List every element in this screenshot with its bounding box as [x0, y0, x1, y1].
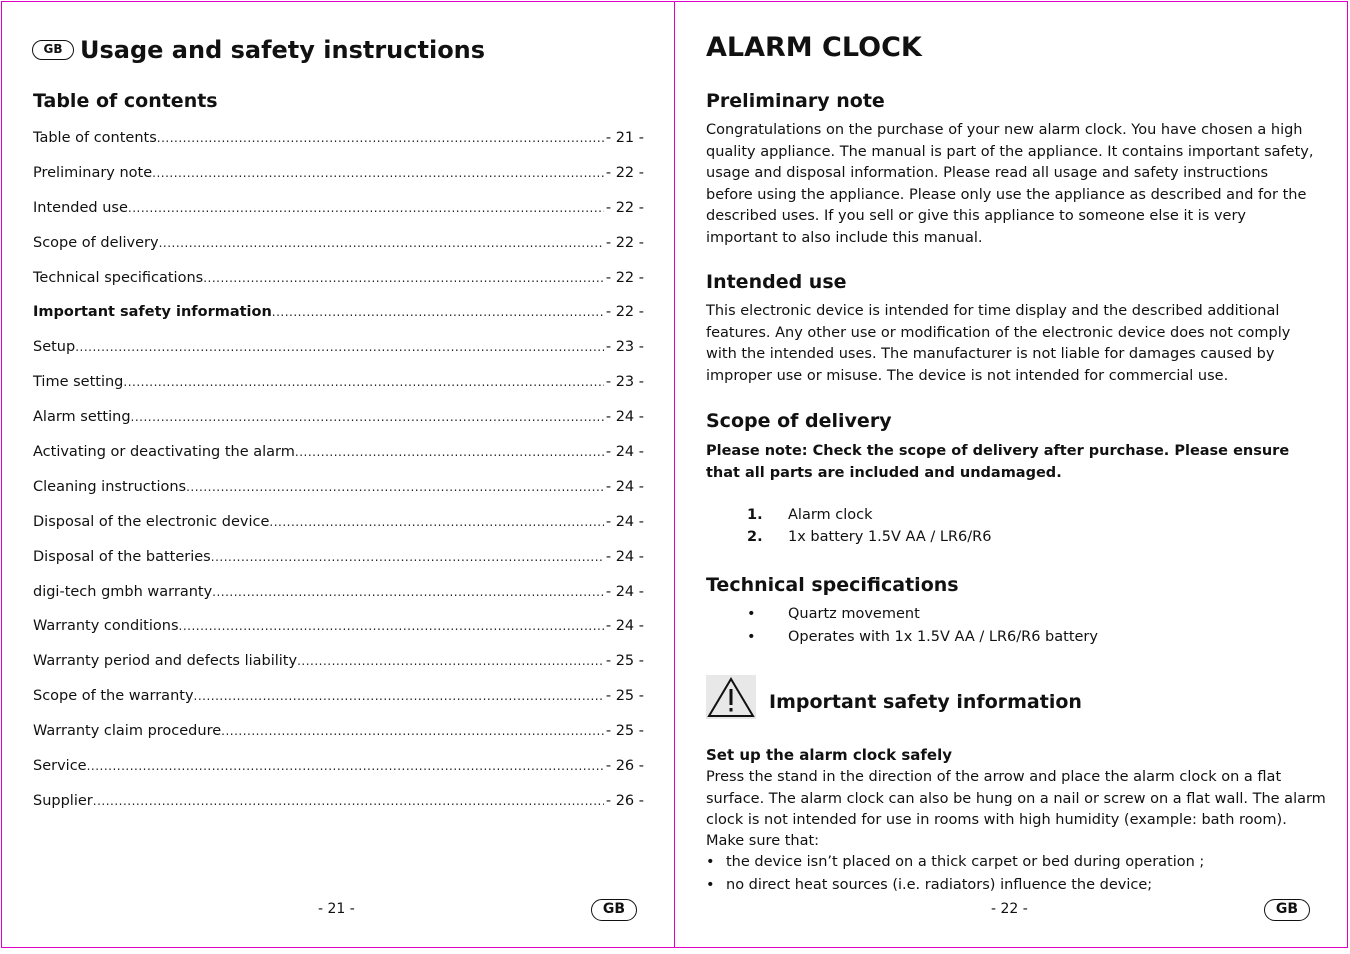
toc-leader — [186, 480, 604, 494]
toc-label: Preliminary note — [33, 164, 153, 181]
toc-page: - 24 - — [605, 478, 644, 495]
toc-leader — [272, 305, 604, 319]
safety-subheading: Set up the alarm clock safely — [706, 746, 952, 764]
toc-label: Disposal of the electronic device — [33, 513, 270, 530]
toc-leader — [221, 724, 604, 738]
left-page — [1, 1, 675, 948]
toc-page: - 24 - — [605, 513, 644, 530]
tech-list — [747, 606, 1098, 652]
bullet-icon: • — [747, 606, 756, 622]
toc-entry[interactable] — [33, 479, 644, 514]
toc-leader — [212, 585, 604, 599]
safety-list — [706, 854, 1204, 900]
toc-leader — [194, 689, 604, 703]
toc-entry[interactable] — [33, 130, 644, 165]
toc-leader — [297, 654, 604, 668]
toc-label: Important safety information — [33, 304, 272, 321]
toc-page: - 24 - — [605, 548, 644, 565]
toc-entry[interactable] — [33, 444, 644, 479]
toc-leader — [123, 375, 603, 389]
section-heading-safety: Important safety information — [769, 691, 1082, 713]
list-item — [706, 854, 1204, 877]
toc-leader — [152, 166, 604, 180]
warning-icon — [706, 675, 756, 719]
toc-page: - 23 - — [605, 374, 644, 391]
toc-page: - 23 - — [605, 339, 644, 356]
toc-page: - 24 - — [605, 583, 644, 600]
safety-text: Press the stand in the direction of the arrow and place the alarm clock on a flat surface. The alarm clock can also be hung on a nail or screw on a flat wall. The alarm clock is not intended for use in rooms with high humidity (example: bath room). — [706, 769, 1326, 828]
toc-entry[interactable] — [33, 758, 644, 793]
make-sure-text: Make sure that: — [706, 833, 820, 849]
section-heading-preliminary: Preliminary note — [706, 90, 885, 112]
toc-page: - 25 - — [605, 723, 644, 740]
section-heading-intended: Intended use — [706, 271, 847, 293]
toc-leader — [179, 619, 604, 633]
page-number: - 21 - — [318, 901, 355, 917]
intended-text: This electronic device is intended for time display and the described additional features. Any other use or modification of the electronic device does not comply with the intended uses. The manufacturer is not liable for damages caused by improper use or misuse. The device is not intended for commercial use. — [706, 303, 1291, 384]
toc-leader — [131, 410, 604, 424]
toc-entry[interactable] — [33, 165, 644, 200]
list-item — [706, 877, 1204, 900]
toc-entry[interactable] — [33, 200, 644, 235]
toc-entry[interactable] — [33, 235, 644, 270]
toc-label: Technical specifications — [33, 269, 204, 286]
toc-page: - 25 - — [605, 688, 644, 705]
toc-leader — [157, 131, 604, 145]
page-title: ALARM CLOCK — [706, 32, 922, 63]
toc-label: Alarm setting — [33, 409, 131, 426]
toc-entry[interactable] — [33, 304, 644, 339]
toc-entry[interactable] — [33, 339, 644, 374]
toc-entry[interactable] — [33, 688, 644, 723]
right-page — [674, 1, 1348, 948]
bullet-icon: • — [706, 854, 715, 870]
toc-page: - 24 - — [605, 618, 644, 635]
toc-page: - 22 - — [605, 269, 644, 286]
list-text: Quartz movement — [788, 606, 920, 622]
list-text: Operates with 1x 1.5V AA / LR6/R6 battery — [788, 629, 1098, 645]
toc-label: Table of contents — [33, 130, 157, 146]
toc-page: - 22 - — [605, 199, 644, 216]
toc-label: Activating or deactivating the alarm — [33, 444, 295, 461]
toc-label: Scope of delivery — [33, 234, 159, 251]
toc-entry[interactable] — [33, 723, 644, 758]
toc-leader — [93, 794, 604, 808]
toc-entry[interactable] — [33, 409, 644, 444]
toc-page: - 26 - — [605, 758, 644, 775]
toc-label: Service — [33, 758, 87, 775]
toc-leader — [211, 550, 604, 564]
section-heading-scope: Scope of delivery — [706, 410, 892, 432]
toc-label: Intended use — [33, 199, 128, 216]
left-title-row — [32, 36, 485, 64]
toc-label: Supplier — [33, 792, 93, 809]
list-text: Alarm clock — [788, 507, 873, 523]
toc-label: Time setting — [33, 374, 124, 391]
gb-badge: GB — [32, 40, 74, 60]
toc-leader — [75, 340, 604, 354]
toc-label: Warranty conditions — [33, 618, 179, 635]
scope-list — [747, 507, 991, 551]
toc-entry[interactable] — [33, 653, 644, 688]
toc-label: Scope of the warranty — [33, 688, 194, 705]
list-number: 2. — [747, 529, 763, 545]
bullet-icon: • — [706, 877, 715, 893]
toc-entry[interactable] — [33, 514, 644, 549]
toc-label: Disposal of the batteries — [33, 548, 211, 565]
toc-page: - 22 - — [605, 234, 644, 251]
toc-entry[interactable] — [33, 618, 644, 653]
preliminary-text: Congratulations on the purchase of your new alarm clock. You have chosen a high quality appliance. The manual is part of the appliance. It contains important safety, usage and disposal information. Please read all usage and safety instructions before using the appliance. Please only use the appliance as described and for the described uses. If you sell or give this appliance to someone else it is very important to also include this manual. — [706, 122, 1314, 246]
list-text: no direct heat sources (i.e. radiators) influence the device; — [726, 877, 1153, 893]
list-number: 1. — [747, 507, 763, 523]
list-text: 1x battery 1.5V AA / LR6/R6 — [788, 529, 992, 545]
list-text: the device isn’t placed on a thick carpet or bed during operation ; — [726, 854, 1205, 870]
list-item — [747, 529, 991, 551]
toc-leader — [295, 445, 604, 459]
toc-entry[interactable] — [33, 374, 644, 409]
scope-note: Please note: Check the scope of delivery after purchase. Please ensure that all parts are included and undamaged. — [706, 443, 1290, 481]
toc-page: - 21 - — [605, 130, 644, 146]
toc-label: Warranty claim procedure — [33, 723, 222, 740]
bullet-icon: • — [747, 629, 756, 645]
list-item — [747, 507, 991, 529]
section-heading-tech: Technical specifications — [706, 574, 959, 596]
toc-leader — [269, 515, 603, 529]
toc-entry[interactable] — [33, 549, 644, 584]
gb-badge: GB — [1264, 899, 1310, 921]
toc-page: - 22 - — [605, 304, 644, 321]
toc-entry[interactable] — [33, 270, 644, 305]
toc-leader — [128, 201, 604, 215]
toc-leader — [203, 271, 604, 285]
list-item — [747, 606, 1098, 629]
toc-page: - 26 - — [605, 792, 644, 809]
toc-entry[interactable] — [33, 793, 644, 828]
toc-label: Warranty period and defects liability — [33, 653, 298, 670]
page-title: Usage and safety instructions — [80, 36, 486, 64]
toc-label: digi-tech gmbh warranty — [33, 583, 213, 600]
table-of-contents — [33, 130, 644, 828]
gb-badge: GB — [591, 899, 637, 921]
toc-entry[interactable] — [33, 584, 644, 619]
toc-label: Cleaning instructions — [33, 478, 187, 495]
toc-page: - 25 - — [605, 653, 644, 670]
toc-page: - 24 - — [605, 444, 644, 461]
list-item — [747, 629, 1098, 652]
toc-leader — [159, 236, 604, 250]
toc-page: - 22 - — [605, 164, 644, 181]
toc-page: - 24 - — [605, 409, 644, 426]
toc-label: Setup — [33, 339, 76, 356]
toc-leader — [87, 759, 604, 773]
page-number: - 22 - — [991, 901, 1028, 917]
toc-heading: Table of contents — [33, 90, 218, 112]
